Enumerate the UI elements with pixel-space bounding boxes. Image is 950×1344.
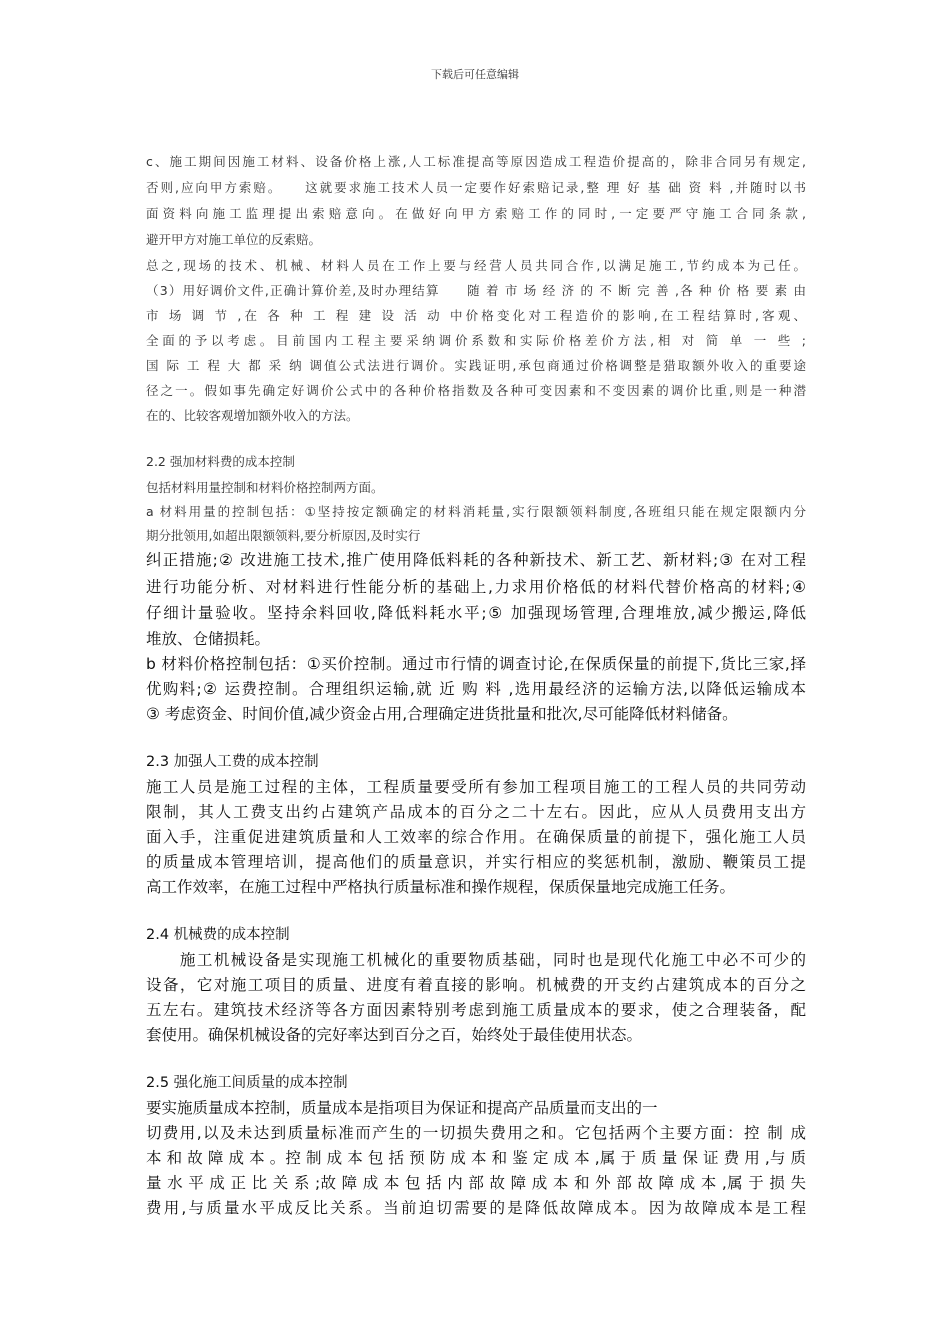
body-line: 市 场 调 节 ,在 各 种 工 程 建 设 活 动 中价格变化对工程造价的影响,在工程结算时,客观、	[146, 308, 806, 323]
body-line: 避开甲方对施工单位的反索赔。	[146, 232, 322, 247]
body-line: 在的、比较客观增加额外收入的方法。	[146, 408, 359, 423]
body-line: a 材料用量的控制包括：①坚持按定额确定的材料消耗量,实行限额领料制度,各班组只能在规定限额内分	[146, 504, 806, 519]
body-line: 总之,现场的技术、机械、材料人员在工作上要与经营人员共同合作,以满足施工,节约成本为己任。	[146, 258, 806, 273]
section-heading-2-2: 2.2 强加材料费的成本控制	[146, 454, 295, 469]
body-line: 量 水 平 成 正 比 关 系 ;故 障 成 本 包 括 内 部 故 障 成 本 和 外 部 故 障 成 本 ,属 于 损 失	[146, 1174, 806, 1192]
body-line: 纠正措施;② 改进施工技术,推广使用降低料耗的各种新技术、新工艺、新材料;③ 在对工程	[146, 551, 806, 569]
body-line: 面资料向施工监理提出索赔意向。在做好向甲方索赔工作的同时,一定要严守施工合同条款,	[146, 206, 806, 221]
body-line: 否则,应向甲方索赔。 这就要求施工技术人员一定要作好索赔记录,整 理 好 基 础 资 料 ,并随时以书	[146, 180, 806, 195]
body-line: 套使用。确保机械设备的完好率达到百分之百，始终处于最佳使用状态。	[146, 1026, 643, 1044]
body-line: （3）用好调价文件,正确计算价差,及时办理结算 随 着 市 场 经 济 的 不 断 完 善 ,各 种 价 格 要 素 由	[146, 283, 806, 298]
body-line: 限制，其人工费支出约占建筑产品成本的百分之二十左右。因此，应从人员费用支出方	[146, 803, 806, 821]
body-line: 施工机械设备是实现施工机械化的重要物质基础，同时也是现代化施工中必不可少的	[146, 951, 806, 969]
body-line: 本 和 故 障 成 本 。控 制 成 本 包 括 预 防 成 本 和 鉴 定 成 本 ,属 于 质 量 保 证 费 用 ,与 质	[146, 1149, 806, 1167]
body-line: 要实施质量成本控制，质量成本是指项目为保证和提高产品质量而支出的一	[146, 1099, 658, 1117]
body-line: 面入手，注重促进建筑质量和人工效率的综合作用。在确保质量的前提下，强化施工人员	[146, 828, 806, 846]
body-line: 径之一。假如事先确定好调价公式中的各种价格指数及各种可变因素和不变因素的调价比重,则是一种潜	[146, 383, 806, 398]
body-line: 堆放、仓储损耗。	[146, 630, 271, 648]
body-line: ③ 考虑资金、时间价值,减少资金占用,合理确定进货批量和批次,尽可能降低材料储备。	[146, 705, 738, 723]
body-line: 费用,与质量水平成反比关系。当前迫切需要的是降低故障成本。因为故障成本是工程	[146, 1199, 806, 1217]
body-line: c、施工期间因施工材料、设备价格上涨,人工标准提高等原因造成工程造价提高的，除非合同另有规定,	[146, 154, 806, 169]
body-line: 设备，它对施工项目的质量、进度有着直接的影响。机械费的开支约占建筑成本的百分之	[146, 976, 806, 994]
body-line: 高工作效率，在施工过程中严格执行质量标准和操作规程，保质保量地完成施工任务。	[146, 878, 736, 896]
section-heading-2-3: 2.3 加强人工费的成本控制	[146, 754, 319, 770]
body-line: 五左右。建筑技术经济等各方面因素特别考虑到施工质量成本的要求，使之合理装备，配	[146, 1001, 806, 1019]
body-line: b 材料价格控制包括：①买价控制。通过市行情的调查讨论,在保质保量的前提下,货比三家,择	[146, 655, 806, 673]
body-line: 包括材料用量控制和材料价格控制两方面。	[146, 480, 384, 495]
body-line: 的质量成本管理培训，提高他们的质量意识，并实行相应的奖惩机制，激励、鞭策员工提	[146, 853, 806, 871]
body-line: 仔细计量验收。坚持余料回收,降低料耗水平;⑤ 加强现场管理,合理堆放,减少搬运,降低	[146, 604, 806, 622]
page-header: 下载后可任意编辑	[431, 68, 519, 81]
section-heading-2-5: 2.5 强化施工间质量的成本控制	[146, 1075, 348, 1091]
body-line: 切费用,以及未达到质量标准而产生的一切损失费用之和。它包括两个主要方面：控 制 成	[146, 1124, 806, 1142]
body-line: 期分批领用,如超出限额领料,要分析原因,及时实行	[146, 528, 421, 543]
body-line: 国 际 工 程 大 都 采 纳 调值公式法进行调价。实践证明,承包商通过价格调整是猎取额外收入的重要途	[146, 358, 806, 373]
section-heading-2-4: 2.4 机械费的成本控制	[146, 927, 290, 943]
body-line: 全面的予以考虑。目前国内工程主要采纳调价系数和实际价格差价方法,相 对 简 单 一 些 ;	[146, 333, 806, 348]
body-line: 施工人员是施工过程的主体，工程质量要受所有参加工程项目施工的工程人员的共同劳动	[146, 778, 806, 796]
body-line: 进行功能分析、对材料进行性能分析的基础上,力求用价格低的材料代替价格高的材料;④	[146, 578, 806, 596]
body-line: 优购料;② 运费控制。合理组织运输,就 近 购 料 ,选用最经济的运输方法,以降低运输成本	[146, 680, 806, 698]
